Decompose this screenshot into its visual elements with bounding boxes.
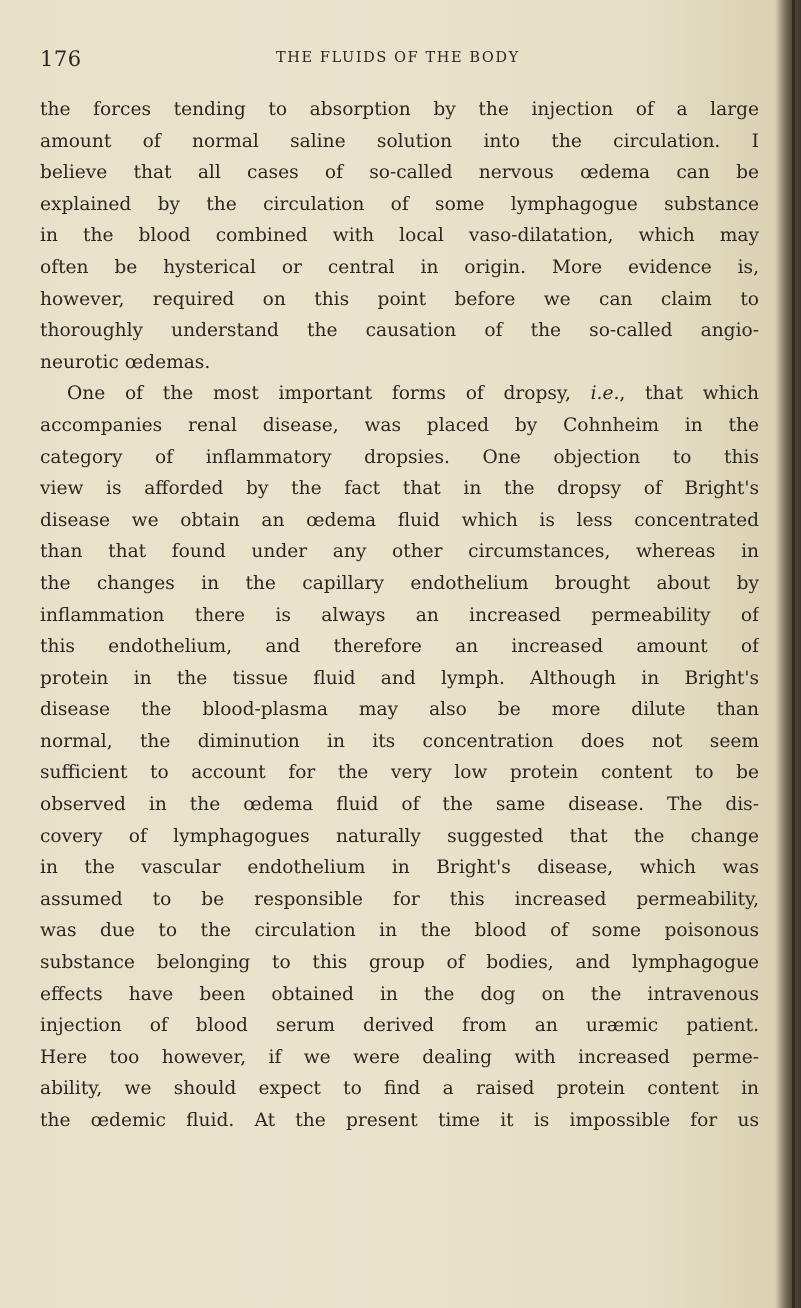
text-line: view is afforded by the fact that in the dropsy of Bright's — [40, 478, 759, 500]
text-line: than that found under any other circumstances, whereas in — [40, 541, 759, 563]
text-line: ability, we should expect to find a raised protein content in — [40, 1078, 759, 1100]
text-line: explained by the circulation of some lymphagogue substance — [40, 193, 759, 215]
text-line: disease the blood-plasma may also be more dilute than — [40, 699, 759, 721]
text-line: the changes in the capillary endothelium brought about by — [40, 572, 759, 594]
text-line: effects have been obtained in the dog on the intravenous — [40, 983, 759, 1005]
page-number: 176 — [40, 47, 82, 71]
text-line: injection of blood serum derived from an uræmic patient. — [40, 1015, 759, 1037]
text-line: Here too however, if we were dealing with increased perme- — [40, 1046, 759, 1068]
text-line: neurotic œdemas. — [40, 351, 211, 373]
text-line: inflammation there is always an increased permeability of — [40, 604, 759, 626]
paragraph-start-line: One of the most important forms of dropsy, i.e., that which — [67, 383, 759, 405]
text-line: the œdemic fluid. At the present time it is impossible for us — [40, 1110, 759, 1131]
italic-abbreviation: i.e. — [590, 383, 620, 405]
body-text — [40, 94, 759, 1137]
text-line: normal, the diminution in its concentration does not seem — [40, 730, 759, 752]
text-line: protein in the tissue fluid and lymph. Although in Bright's — [40, 667, 759, 689]
text-line: this endothelium, and therefore an increased amount of — [40, 636, 759, 658]
text-line: the forces tending to absorption by the injection of a large — [40, 99, 759, 120]
text-line: category of inflammatory dropsies. One objection to this — [40, 446, 759, 468]
text-line: believe that all cases of so-called nervous œdema can be — [40, 162, 759, 184]
page-gutter-shadow — [775, 0, 801, 1308]
text-line: accompanies renal disease, was placed by Cohnheim in the — [40, 414, 759, 436]
text-line: thoroughly understand the causation of the so-called angio- — [40, 320, 759, 342]
text-line: however, required on this point before we can claim to — [40, 288, 759, 310]
text-line: observed in the œdema fluid of the same disease. The dis- — [40, 794, 759, 816]
running-title: THE FLUIDS OF THE BODY — [276, 50, 520, 66]
page-edge — [792, 0, 795, 1308]
text-line: was due to the circulation in the blood of some poisonous — [40, 920, 759, 942]
running-head — [40, 47, 760, 77]
text-line: covery of lymphagogues naturally suggested that the change — [40, 825, 759, 847]
text-line: assumed to be responsible for this increased permeability, — [40, 888, 759, 910]
text-line: in the blood combined with local vaso-dilatation, which may — [40, 225, 759, 247]
text-line: often be hysterical or central in origin. More evidence is, — [40, 256, 759, 278]
text-line: amount of normal saline solution into the circulation. I — [40, 130, 759, 152]
text-line: sufficient to account for the very low protein content to be — [40, 762, 759, 784]
text-line: disease we obtain an œdema fluid which is less concentrated — [40, 509, 759, 531]
text-line: substance belonging to this group of bodies, and lymphagogue — [40, 952, 759, 974]
text-line: in the vascular endothelium in Bright's disease, which was — [40, 857, 759, 879]
